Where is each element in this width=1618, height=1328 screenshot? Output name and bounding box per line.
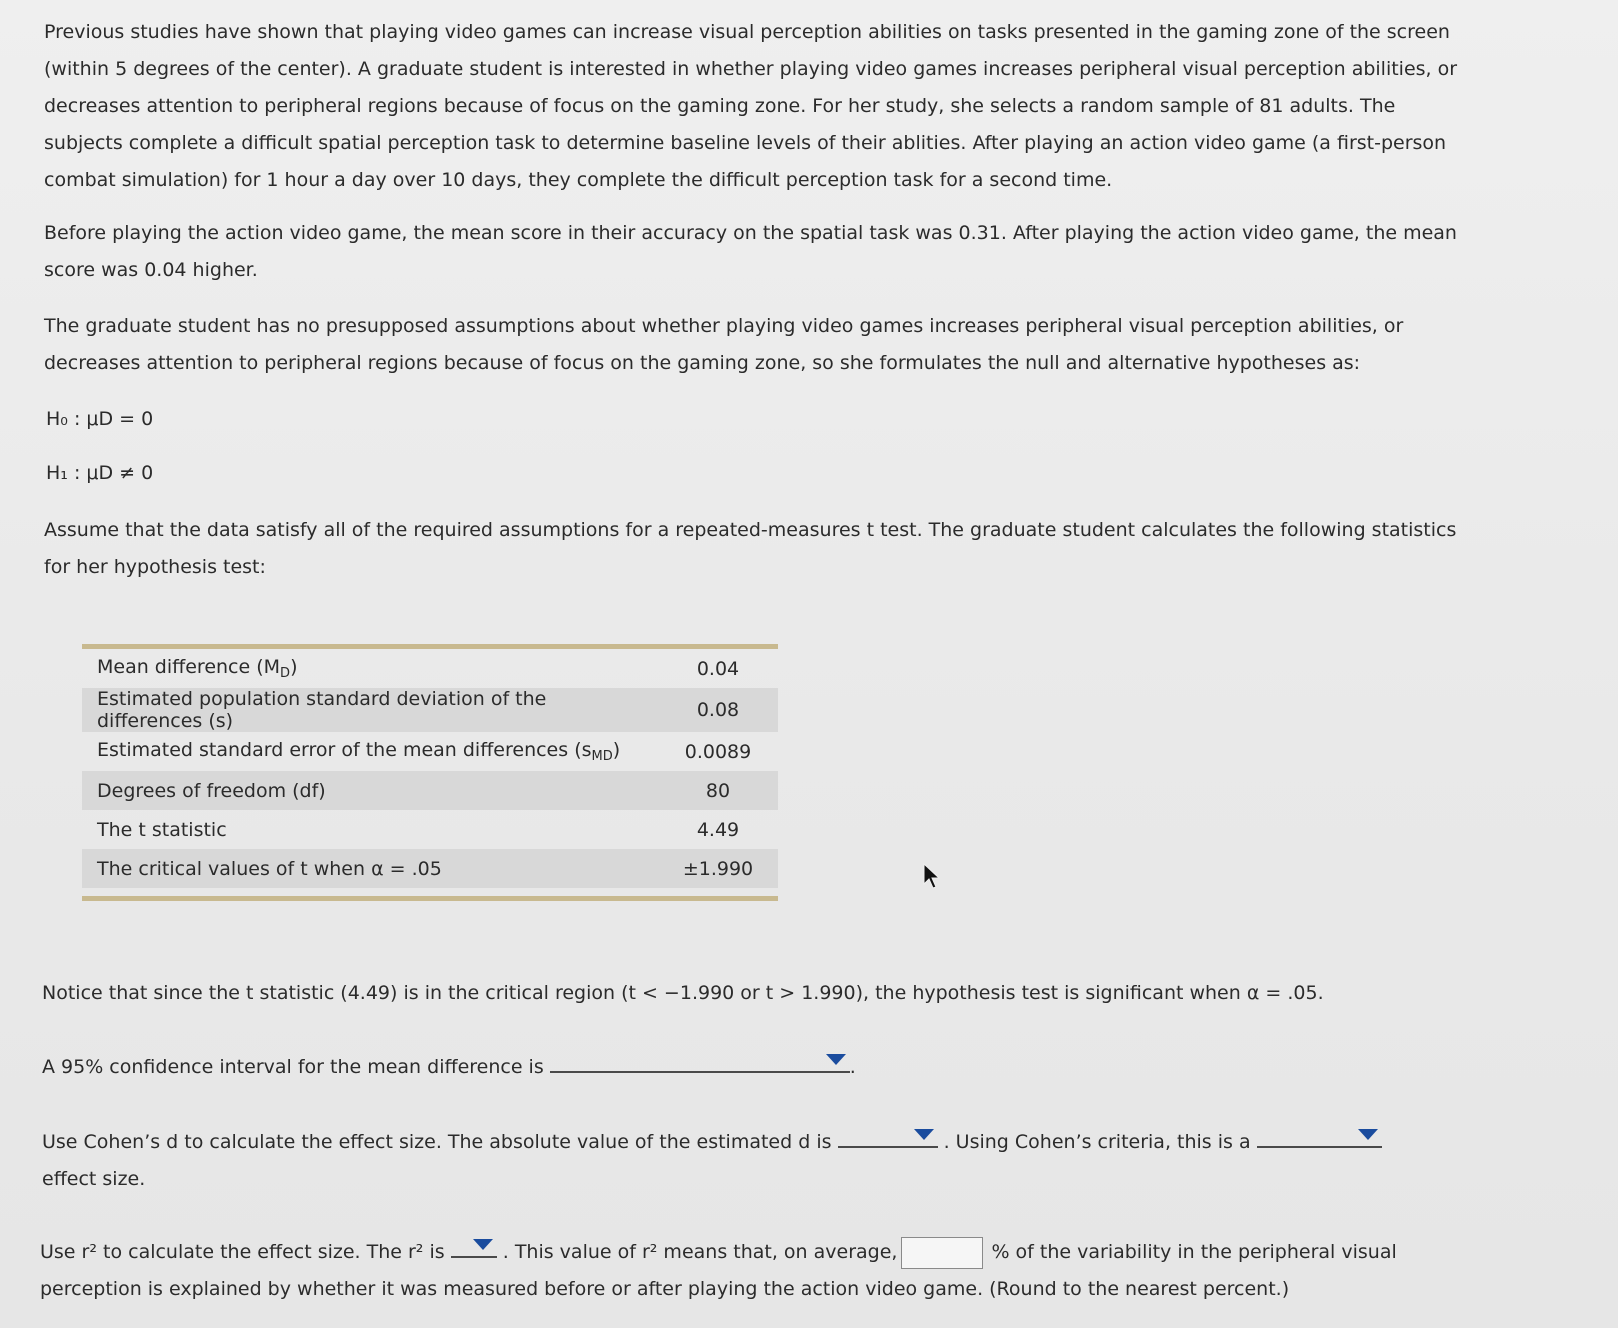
dropdown-arrow-icon [1358,1129,1378,1140]
hypotheses-intro-paragraph: The graduate student has no presupposed assumptions about whether playing video games increases peripheral visual perception abilities, or decreases attention to peripheral regions because of focus on the gaming zone, so she formulates the null and alternative hypotheses as: [44,315,1404,374]
null-hypothesis: H₀ : μD = 0 [46,408,154,430]
row-label: Mean difference $(M_D)$ [97,656,298,681]
confidence-interval-sentence: A 95% confidence interval for the mean difference is . [42,1045,1462,1086]
dropdown-arrow-icon [473,1239,493,1250]
effect-size-category-dropdown[interactable] [1257,1120,1382,1148]
row-label: Estimated standard error of the mean differences $(s_{MD})$ [97,739,621,764]
r-squared-dropdown[interactable] [451,1230,497,1258]
row-label: The t statistic [97,818,227,841]
row-value: 80 [658,771,778,810]
table-row [82,771,778,810]
row-value: 4.49 [696,818,740,841]
table-row [82,810,778,849]
table-row [82,688,778,732]
cohens-d-value-dropdown[interactable] [838,1120,938,1148]
table-row [82,849,778,888]
r-squared-sentence: Use r² to calculate the effect size. The r² is . This value of r² means that, on average, % of the variability in the peripheral visual perception is explained by whether it was measured before or after playing the action video game. (Round to the nearest percent.) [40,1230,1420,1308]
statistics-table [82,644,778,901]
intro-paragraph: Previous studies have shown that playing video games can increase visual perception abilities on tasks presented in the gaming zone of the screen (within 5 degrees of the center). A graduate student is interested in whether playing video games increases peripheral visual perception abilities, or decreases attention to peripheral regions because of focus on the gaming zone. For her study, she selects a random sample of 81 adults. The subjects complete a difficult spatial perception task to determine baseline levels of their ablities. After playing an action video game (a first-person combat simulation) for 1 hour a day over 10 days, they complete the difficult perception task for a second time. [44,21,1458,191]
row-value: 0.0089 [684,740,752,763]
table-row [82,732,778,771]
confidence-interval-dropdown[interactable] [550,1045,850,1073]
dropdown-arrow-icon [914,1129,934,1140]
dropdown-arrow-icon [826,1054,846,1065]
row-value: 0.08 [658,688,778,732]
alternative-hypothesis: H₁ : μD ≠ 0 [46,462,154,484]
assumptions-paragraph: Assume that the data satisfy all of the required assumptions for a repeated-measures t test. The graduate student calculates the following statistics for her hypothesis test: [44,519,1457,578]
row-value: 0.04 [696,657,740,680]
before-after-paragraph: Before playing the action video game, the mean score in their accuracy on the spatial task was 0.31. After playing the action video game, the mean score was 0.04 higher. [44,222,1457,281]
row-label: The critical values of t when α = .05 [82,849,658,888]
mouse-pointer-icon [922,862,942,892]
row-label: Degrees of freedom (df) [82,771,658,810]
row-label: Estimated population standard deviation of the differences (s) [82,688,658,732]
row-value: ±1.990 [658,849,778,888]
table-bottom-rule [82,896,778,901]
variability-percent-input[interactable] [901,1237,983,1269]
cohens-d-sentence: Use Cohen’s d to calculate the effect size. The absolute value of the estimated d is . Using Cohen’s criteria, this is a effect size. [42,1120,1432,1198]
table-row [82,649,778,688]
notice-paragraph: Notice that since the t statistic (4.49) is in the critical region (t < −1.990 or t > 1.990), the hypothesis test is significant when α = .05. [42,982,1324,1004]
